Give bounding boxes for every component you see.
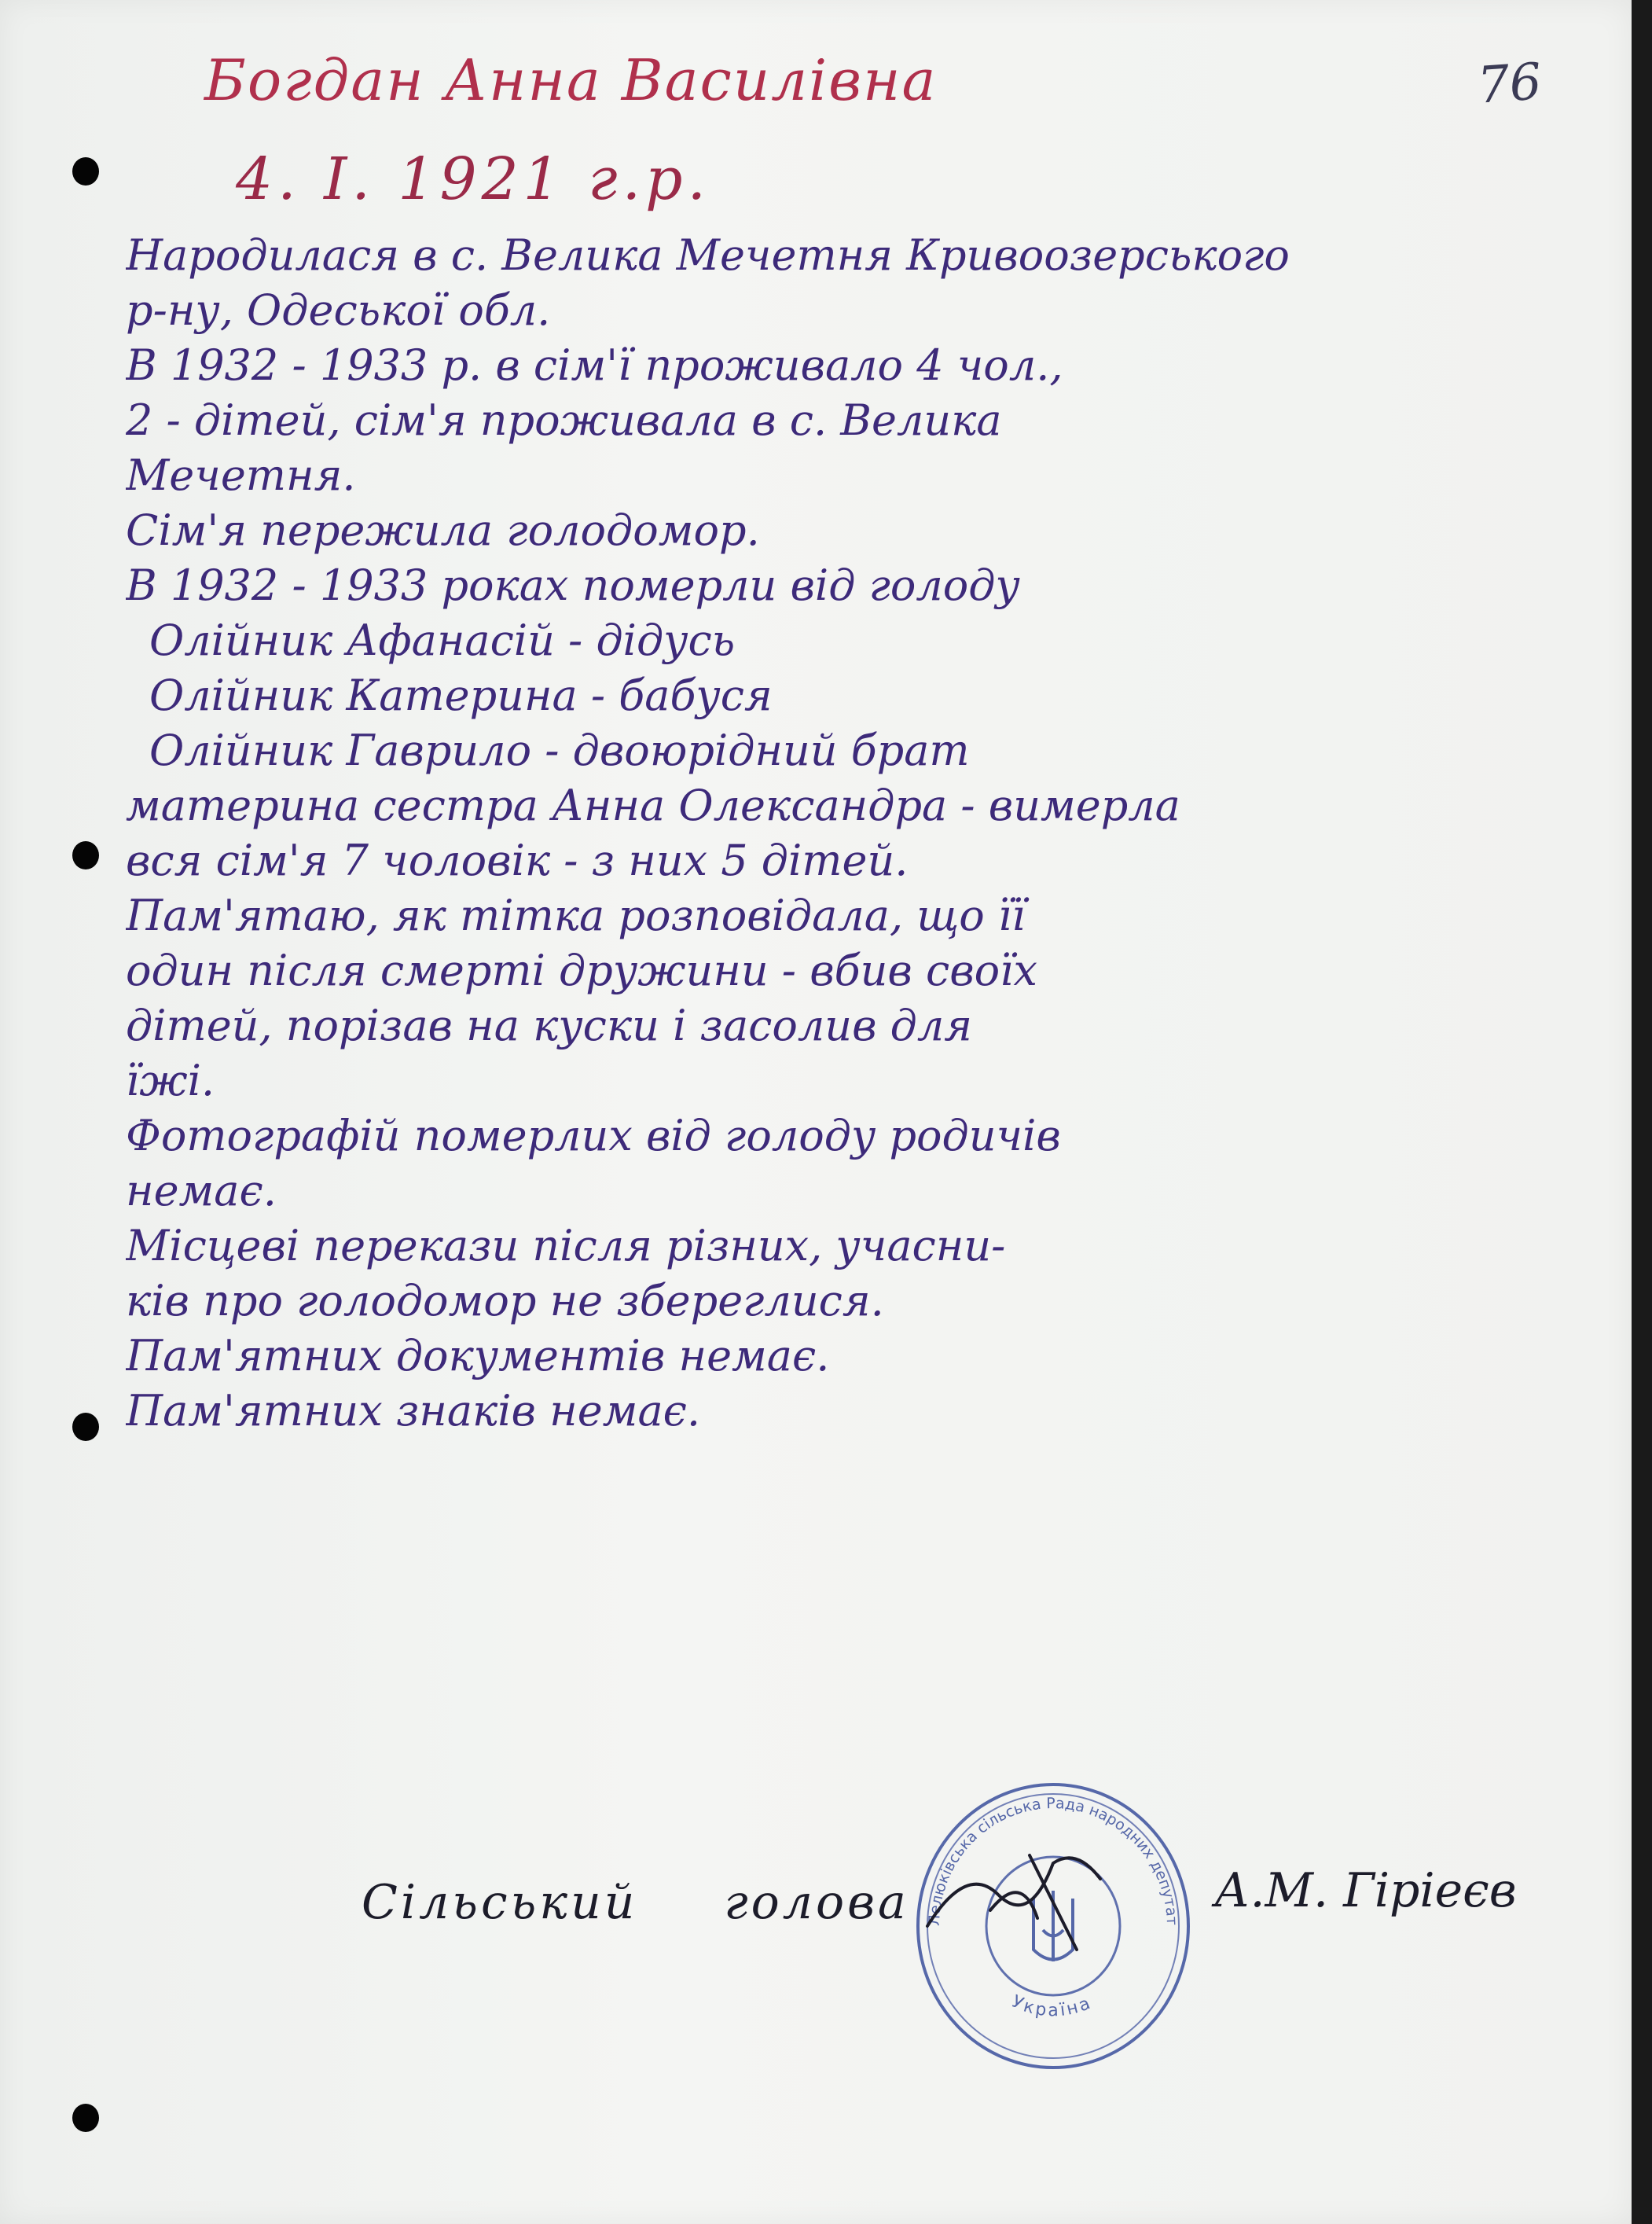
- text-line: 2 - дітей, сім'я проживала в с. Велика: [126, 395, 1002, 445]
- text-line: вся сім'я 7 чоловік - з них 5 дітей.: [126, 836, 909, 885]
- stamp-bottom-text: Україна: [1008, 1991, 1096, 2021]
- handwritten-body: [126, 228, 1588, 1439]
- text-line: В 1932 - 1933 роках померли від голоду: [126, 561, 1020, 610]
- binder-hole: [72, 2104, 99, 2132]
- text-line: Сім'я пережила голодомор.: [126, 505, 760, 555]
- text-line: Пам'ятних документів немає.: [126, 1331, 830, 1380]
- handwritten-signature: [920, 1832, 1124, 1957]
- text-line: Олійник Гаврило - двоюрідний брат: [149, 726, 970, 775]
- page-number: 76: [1475, 53, 1544, 116]
- text-line: немає.: [126, 1166, 277, 1215]
- role-label-2: голова: [724, 1875, 909, 1930]
- text-line: їжі.: [126, 1056, 215, 1105]
- birth-date: 4. I. 1921 г.р.: [236, 145, 711, 213]
- text-line: В 1932 - 1933 р. в сім'ї проживало 4 чол.,: [126, 340, 1063, 390]
- binder-hole: [72, 1413, 99, 1441]
- text-line: материна сестра Анна Олександра - вимерла: [126, 781, 1180, 830]
- text-line: Олійник Афанасій - дідусь: [149, 616, 736, 665]
- stamp-outer-text: Лелюківська сільська Рада народних депутат: [925, 1794, 1181, 1927]
- binder-hole: [72, 157, 99, 186]
- text-line: Пам'ятних знаків немає.: [126, 1386, 701, 1435]
- text-line: Фотографій померлих від голоду родичів: [126, 1111, 1061, 1160]
- document-heading-name: Богдан Анна Василівна: [204, 47, 938, 113]
- signatory-role: [362, 1875, 909, 1930]
- role-label-1: Сільський: [362, 1875, 638, 1930]
- text-line: ків про голодомор не збереглися.: [126, 1276, 884, 1325]
- text-line: дітей, порізав на куски і засолив для: [126, 1001, 973, 1050]
- text-line: Народилася в с. Велика Мечетня Кривоозерського: [126, 230, 1290, 280]
- text-line: один після смерті дружини - вбив своїх: [126, 946, 1037, 995]
- text-line: Пам'ятаю, як тітка розповідала, що її: [126, 891, 1026, 940]
- binder-hole: [72, 841, 99, 869]
- text-line: Олійник Катерина - бабуся: [149, 671, 773, 720]
- text-line: Мечетня.: [126, 450, 356, 500]
- signatory-name: А.М. Гіріеєв: [1214, 1863, 1517, 1918]
- text-line: Місцеві перекази після різних, учасни-: [126, 1221, 1006, 1270]
- text-line: р-ну, Одеської обл.: [126, 285, 551, 335]
